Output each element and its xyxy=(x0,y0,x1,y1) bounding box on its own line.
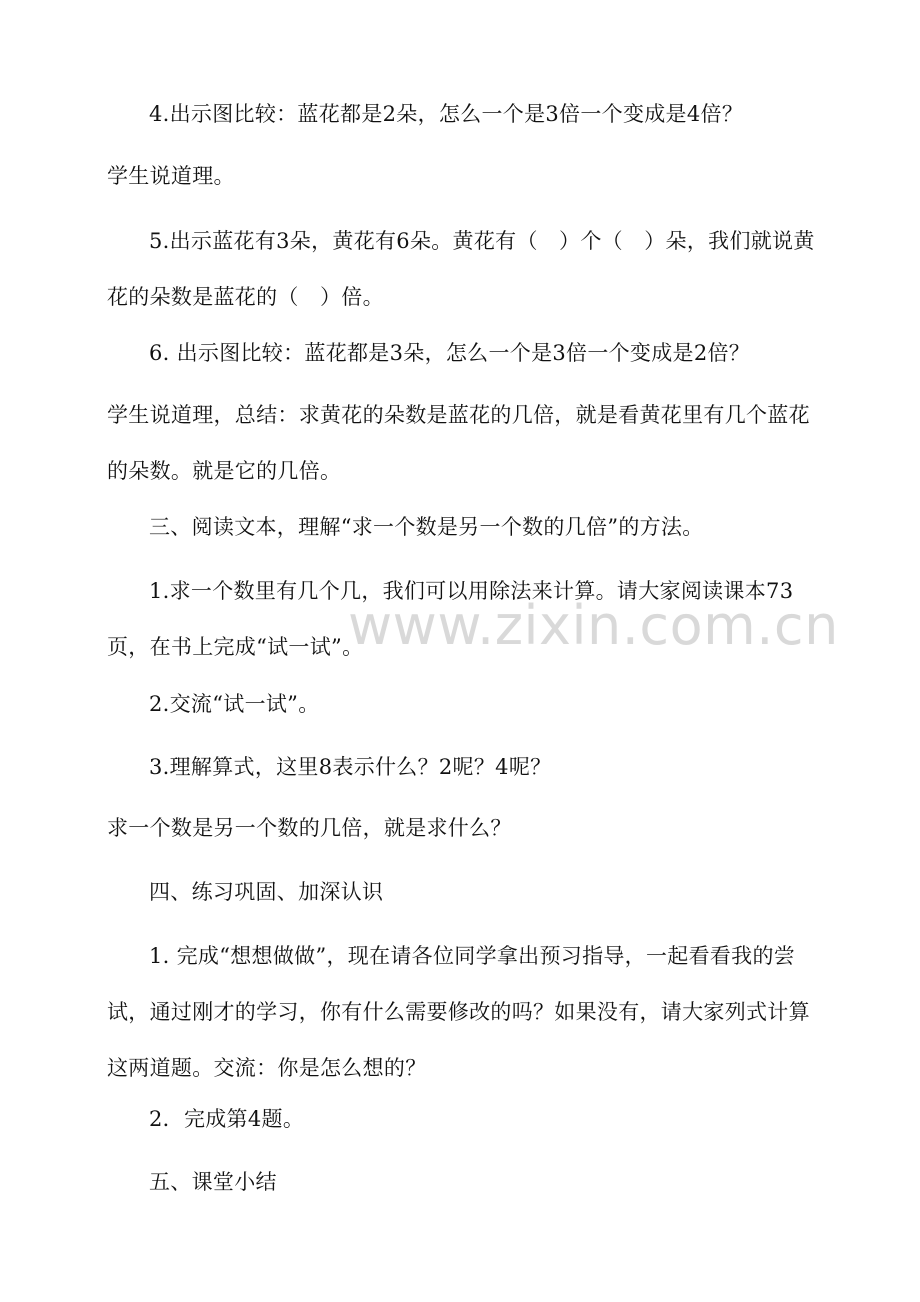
paragraph-summary: 学生说道理，总结：求黄花的朵数是蓝花的几倍，就是看黄花里有几个蓝花的朵数。就是它的几倍。 xyxy=(107,403,810,483)
section-heading-reading: 三、阅读文本，理解“求一个数是另一个数的几倍”的方法。 xyxy=(149,515,704,539)
paragraph-exchange-try: 2.交流“试一试”。 xyxy=(149,692,320,716)
paragraph-question-4: 2．完成第4题。 xyxy=(149,1107,305,1131)
watermark: www.zixin.com.cn xyxy=(348,594,839,657)
paragraph-understand-formula: 3.理解算式，这里8表示什么？2呢？4呢？ xyxy=(149,755,552,779)
paragraph-think-and-do: 1. 完成“想想做做”，现在请各位同学拿出预习指导，一起看看我的尝试，通过刚才的学习，你有什么需要修改的吗？如果没有，请大家列式计算这两道题。交流：你是怎么想的？ xyxy=(107,944,810,1080)
paragraph-question: 求一个数是另一个数的几倍，就是求什么？ xyxy=(107,816,512,840)
paragraph-blue-yellow-flowers: 5.出示蓝花有3朵，黄花有6朵。黄花有（ ）个（ ）朵，我们就说黄花的朵数是蓝花的（ ）倍。 xyxy=(107,229,815,309)
section-heading-summary: 五、课堂小结 xyxy=(149,1170,277,1194)
paragraph-compare-blue-flowers-3: 6. 出示图比较：蓝花都是3朵，怎么一个是3倍一个变成是2倍？ xyxy=(149,341,751,365)
section-heading-practice: 四、练习巩固、加深认识 xyxy=(149,880,384,904)
paragraph-division-method: 1.求一个数里有几个几，我们可以用除法来计算。请大家阅读课本73页，在书上完成“试一试”。 xyxy=(107,579,794,659)
paragraph-students-explain: 学生说道理。 xyxy=(107,164,235,188)
paragraph-compare-blue-flowers-2: 4.出示图比较：蓝花都是2朵，怎么一个是3倍一个变成是4倍？ xyxy=(149,102,744,126)
